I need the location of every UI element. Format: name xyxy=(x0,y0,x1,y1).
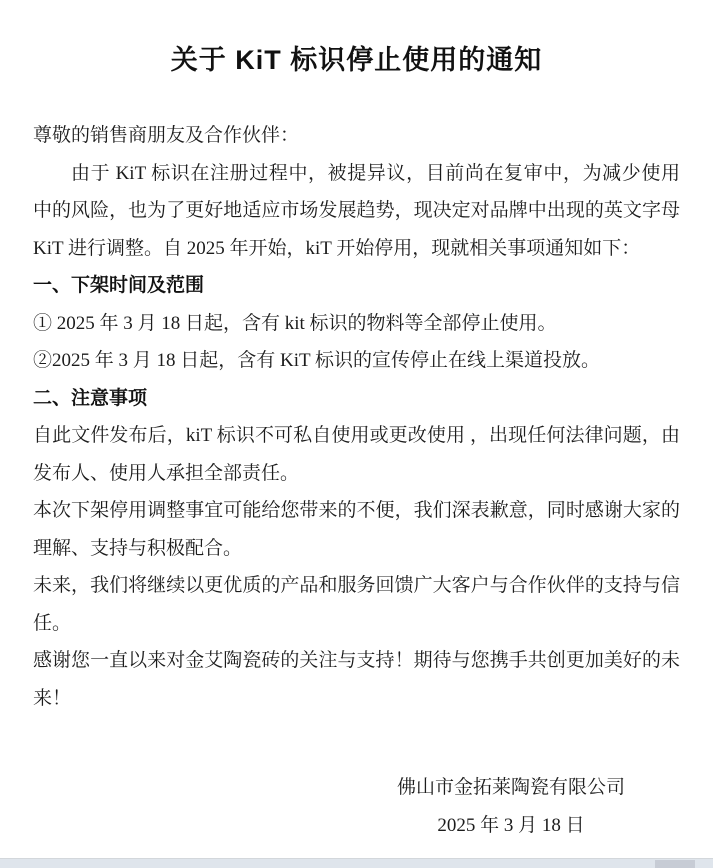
section-1-item-2: ②2025 年 3 月 18 日起，含有 KiT 标识的宣传停止在线上渠道投放。 xyxy=(33,350,601,371)
bottom-edge-bar-accent xyxy=(655,860,695,868)
section-2-heading: 二、注意事项 xyxy=(33,387,148,409)
bottom-edge-bar xyxy=(0,858,713,868)
signature-block xyxy=(397,769,625,845)
signature-date: 2025 年 3 月 18 日 xyxy=(437,815,585,836)
salutation-line: 尊敬的销售商朋友及合作伙伴： xyxy=(33,125,300,146)
section-2-paragraph-2: 本次下架停用调整事宜可能给您带来的不便，我们深表歉意，同时感谢大家的理解、支持与积极配合。 xyxy=(33,500,680,559)
signature-company: 佛山市金拓莱陶瓷有限公司 xyxy=(396,777,625,798)
page-title: 关于 KiT 标识停止使用的通知 xyxy=(170,45,543,75)
section-1-heading: 一、下架时间及范围 xyxy=(33,275,205,296)
section-2-paragraph-4: 感谢您一直以来对金艾陶瓷砖的关注与支持！期待与您携手共创更加美好的未来！ xyxy=(33,650,680,709)
section-2-paragraph-1: 自此文件发布后，kiT 标识不可私自使用或更改使用 ，出现任何法律问题，由发布人、使用人承担全部责任。 xyxy=(33,425,680,484)
intro-paragraph: 由于 KiT 标识在注册过程中，被提异议，目前尚在复审中，为减少使用中的风险，也为了更好地适应市场发展趋势，现决定对品牌中出现的英文字母 KiT 进行调整。自 2025 年开始，kiT 开始停用，现就相关事项通知如下： xyxy=(33,162,680,259)
section-1-item-1: ① 2025 年 3 月 18 日起，含有 kit 标识的物料等全部停止使用。 xyxy=(33,312,557,334)
document-body xyxy=(33,117,680,717)
section-2-paragraph-3: 未来，我们将继续以更优质的产品和服务回馈广大客户与合作伙伴的支持与信任。 xyxy=(33,575,680,634)
